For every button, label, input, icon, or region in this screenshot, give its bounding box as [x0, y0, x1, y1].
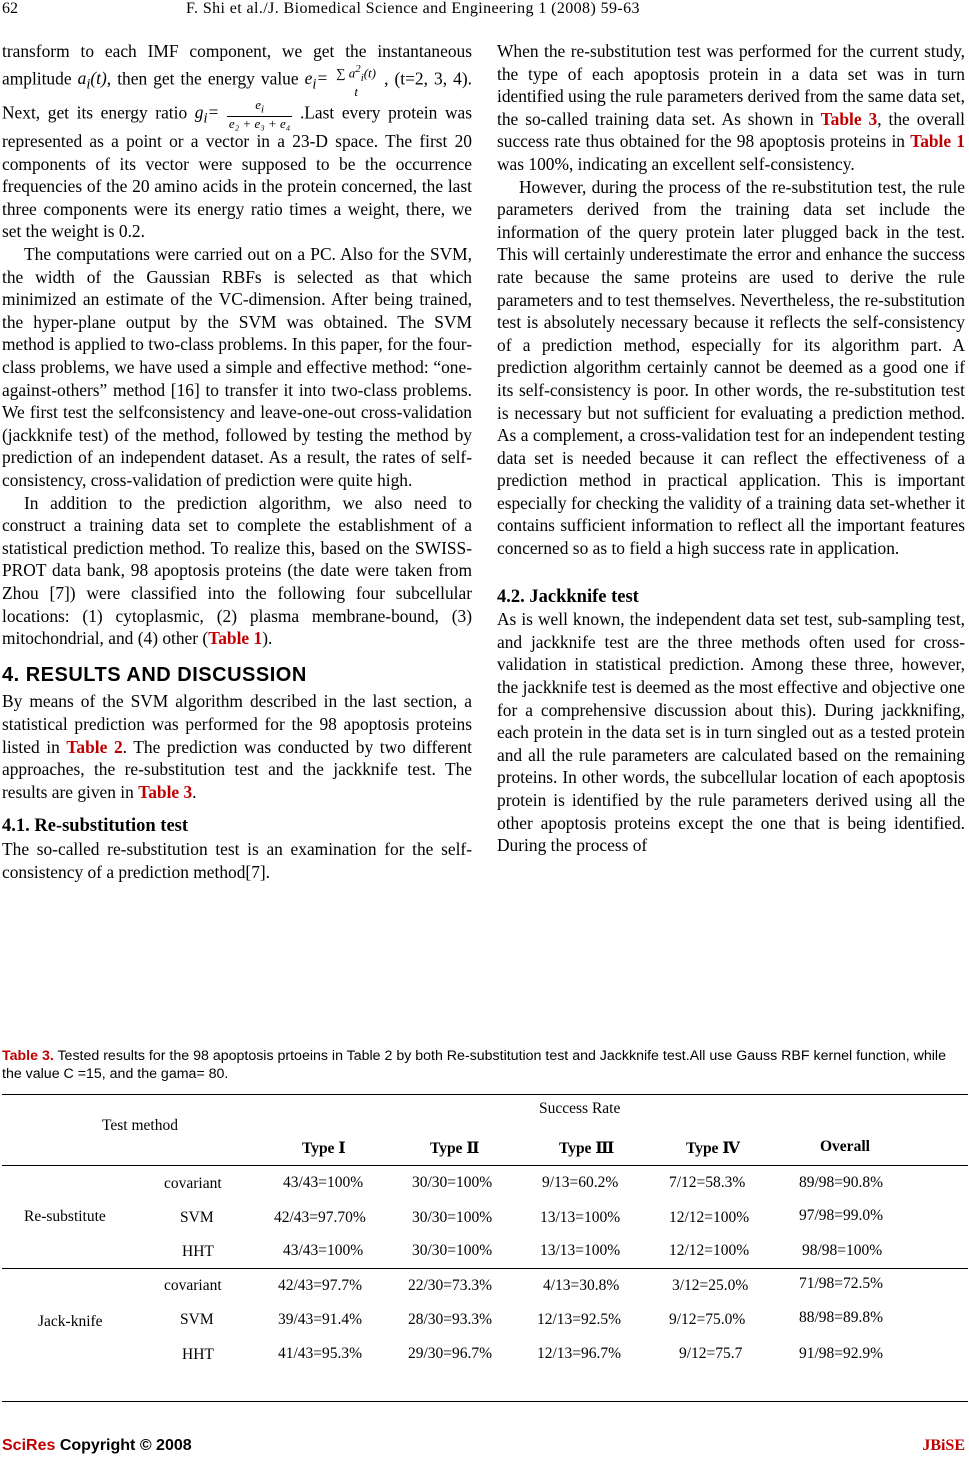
value-cell: 9/12=75.0% [669, 1311, 746, 1328]
value-cell: 41/43=95.3% [278, 1345, 363, 1362]
header-success-rate: Success Rate [539, 1100, 621, 1117]
paragraph-resub-result: When the re-substitution test was performed for the current study, the type of each apoptosis protein in a data set was in turn identified using the rule parameters derived from the same data set, the so-called training data set. As shown in Table 3, the overall success rate thus obtained for the 98 apoptosis proteins in Table 1 was 100%, indicating an excellent self-consistency. [497, 41, 965, 174]
paragraph-computations: The computations were carried out on a PC. Also for the SVM, the width of the Gaussian RBFs is selected as that which minimized an estimate of the VC-dimension. After being trained, the hyper-plane output by the SVM was obtained. The SVM method is applied to two-class problems. In this paper, for the four-class problems, we have used a simple and effective method: “one-against-others” method [16] to transfer it into two-class problems. We first test the selfconsistency and leave-one-out cross-validation (jackknife test) of the method, followed by testing the method by prediction of an independent dataset. As a result, the rates of self-consistency, cross-validation of prediction were quite high. [2, 244, 472, 491]
table-3-link[interactable]: Table 3 [820, 108, 878, 129]
paragraph-resub-discussion: However, during the process of the re-substitution test, the rule parameters derived from the training data set include the information of the query protein later plugged back in the test. This will certainly underestimate the error and enhance the success rate because the same proteins are used to derive the rule parameters and to test themselves. Nevertheless, the re-substitution test is absolutely necessary because it reflects the self-consistency of a prediction method, especially for its algorithm part. A prediction algorithm certainly cannot be deemed as a good one if its self-consistency is poor. In other words, the re-substitution test is necessary but not sufficient for evaluating a prediction method. As a complement, a cross-validation test for an independent testing data set is needed because it can reflect the effectiveness of a prediction method in practical application. This is important especially for checking the validity of a training data set-whether it contains sufficient information to reflect all the important features concerned so as to field a high success rate in application. [497, 176, 965, 559]
value-cell: 12/12=100% [669, 1209, 750, 1226]
value-cell: 9/13=60.2% [542, 1174, 619, 1191]
amplitude-symbol: $a_i(t)$ [77, 68, 107, 93]
value-cell: 42/43=97.70% [274, 1209, 366, 1226]
value-cell: 43/43=100% [283, 1242, 364, 1259]
value-cell: 43/43=100% [283, 1174, 364, 1191]
copyright-text: Copyright © 2008 [55, 1437, 192, 1454]
group-resubstitute: Re-substitute [24, 1208, 106, 1225]
value-cell: 89/98=90.8% [799, 1174, 884, 1191]
paragraph-imf [2, 40, 472, 243]
table-1-link[interactable]: Table 1 [208, 628, 263, 649]
paragraph-dataset: In addition to the prediction algorithm, we also need to construct a training data set to complete the establishment of a statistical prediction method. To realize this, based on the SWISS-PROT data bank, 98 apoptosis proteins (the date were taken from Zhou [7]) were classified into the following four subcellular locations: (1) cytoplasmic, (2) plasma membrane-bound, (3) mitochondrial, and (4) other (Table 1). [2, 492, 472, 649]
value-cell: 98/98=100% [802, 1242, 883, 1259]
paragraph-results: By means of the SVM algorithm described in the last section, a statistical prediction was performed for the 98 apoptosis proteins listed in Table 2. The prediction was conducted by two different approaches, the re-substitution test and the jackknife test. The results are given in Table 3. [2, 691, 472, 802]
value-cell: 88/98=89.8% [799, 1309, 884, 1326]
value-cell: 28/30=93.3% [408, 1311, 493, 1328]
value-cell: 13/13=100% [540, 1209, 621, 1226]
paragraph-jackknife: As is well known, the independent data set test, sub-sampling test, and jackknife test are the three methods often used for cross-validation in statistical prediction. Among these three, however, the jackknife test is deemed as the most effective and objective one for a comprehensive discussion about this). During jackknifing, each protein in the data set is in turn singled out as a tested protein and all the rule parameters are calculated based on the remaining proteins. In other words, the subcellular location of each apoptosis protein is identified by the rule parameters derived using all the other apoptosis proteins except the one that is being identified. During the process of [497, 609, 965, 856]
caption-label: Table 3. [2, 1048, 54, 1064]
header-overall: Overall [820, 1138, 870, 1155]
page-header [0, 0, 969, 22]
method-cell: HHT [182, 1346, 214, 1363]
header-type-1: Type Ⅰ [302, 1140, 346, 1157]
method-cell: HHT [182, 1243, 214, 1260]
value-cell: 39/43=91.4% [278, 1311, 363, 1328]
value-cell: 13/13=100% [540, 1242, 621, 1259]
header-type-2: Type Ⅱ [430, 1140, 480, 1157]
header-rule [2, 1165, 968, 1166]
method-cell: covariant [164, 1175, 222, 1192]
section-heading-results: 4. RESULTS AND DISCUSSION [2, 663, 307, 686]
value-cell: 29/30=96.7% [408, 1345, 493, 1362]
group-rule [2, 1268, 968, 1269]
table-2-link[interactable]: Table 2 [66, 736, 123, 757]
value-cell: 12/12=100% [669, 1242, 750, 1259]
running-title: F. Shi et al./J. Biomedical Science and Engineering 1 (2008) 59-63 [186, 0, 640, 17]
value-cell: 30/30=100% [412, 1209, 493, 1226]
value-cell: 71/98=72.5% [799, 1275, 884, 1292]
ratio-formula: $g_i=$ $\frac{e_i}{\text{e₂ + e₃ + e₄}}$ [194, 96, 291, 132]
table-3-link[interactable]: Table 3 [138, 781, 193, 802]
table-1-link[interactable]: Table 1 [910, 131, 965, 152]
publisher-brand: SciRes [2, 1437, 56, 1454]
method-cell: SVM [180, 1209, 214, 1226]
value-cell: 4/13=30.8% [543, 1277, 620, 1294]
results-table [2, 1094, 968, 1402]
sum-expression: ∑ $a^2_i(t)$ t [336, 62, 376, 99]
group-jackknife: Jack-knife [38, 1313, 103, 1330]
value-cell: 91/98=92.9% [799, 1345, 884, 1362]
text-span: transform to each IMF component, we get the instantaneous amplitude [2, 41, 472, 89]
header-type-4: Type Ⅳ [686, 1140, 740, 1157]
paragraph-resubstitution: The so-called re-substitution test is an examination for the self-consistency of a prediction method[7]. [2, 838, 472, 882]
subsection-heading-jackknife: 4.2. Jackknife test [497, 586, 639, 607]
value-cell: 3/12=25.0% [672, 1277, 749, 1294]
page-footer [2, 1437, 967, 1455]
value-cell: 12/13=96.7% [537, 1345, 622, 1362]
energy-formula: $e_i=$ ∑ $a^2_i(t)$ t [304, 62, 376, 99]
journal-abbrev: JBiSE [922, 1437, 965, 1454]
header-type-3: Type Ⅲ [559, 1140, 615, 1157]
value-cell: 30/30=100% [412, 1242, 493, 1259]
value-cell: 12/13=92.5% [537, 1311, 622, 1328]
text-span: , then get the energy value [106, 68, 299, 89]
value-cell: 97/98=99.0% [799, 1207, 884, 1224]
ratio-fraction: $\frac{e_i}{\text{e₂ + e₃ + e₄}}$ [228, 96, 291, 132]
method-cell: SVM [180, 1311, 214, 1328]
caption-text: Tested results for the 98 apoptosis prtoeins in Table 2 by both Re-substitution test and Jackknife test.All use Gauss RBF kernel function, while the value C =15, and the gama= 80. [2, 1048, 946, 1082]
page-number: 62 [2, 0, 18, 17]
left-column [2, 40, 472, 883]
subsection-heading-resubstitution: 4.1. Re-substitution test [2, 816, 189, 837]
value-cell: 22/30=73.3% [408, 1277, 493, 1294]
value-cell: 30/30=100% [412, 1174, 493, 1191]
table-caption [2, 1047, 967, 1083]
right-column [497, 40, 965, 857]
text-span: , (t=2, 3, 4). Next, get its energy ratio [2, 68, 472, 122]
value-cell: 9/12=75.7 [679, 1345, 743, 1362]
header-test-method: Test method [102, 1117, 178, 1134]
value-cell: 42/43=97.7% [278, 1277, 363, 1294]
value-cell: 7/12=58.3% [669, 1174, 746, 1191]
text-span: .Last every protein was represented as a point or a vector in a 23-D space. The first 20 components of its vector were supposed to be the occurrence frequencies of the 20 amino acids in the protein concerned, the last three components were its energy ratio times a weight, there, we set the weight is 0.2. [2, 101, 472, 242]
method-cell: covariant [164, 1277, 222, 1294]
